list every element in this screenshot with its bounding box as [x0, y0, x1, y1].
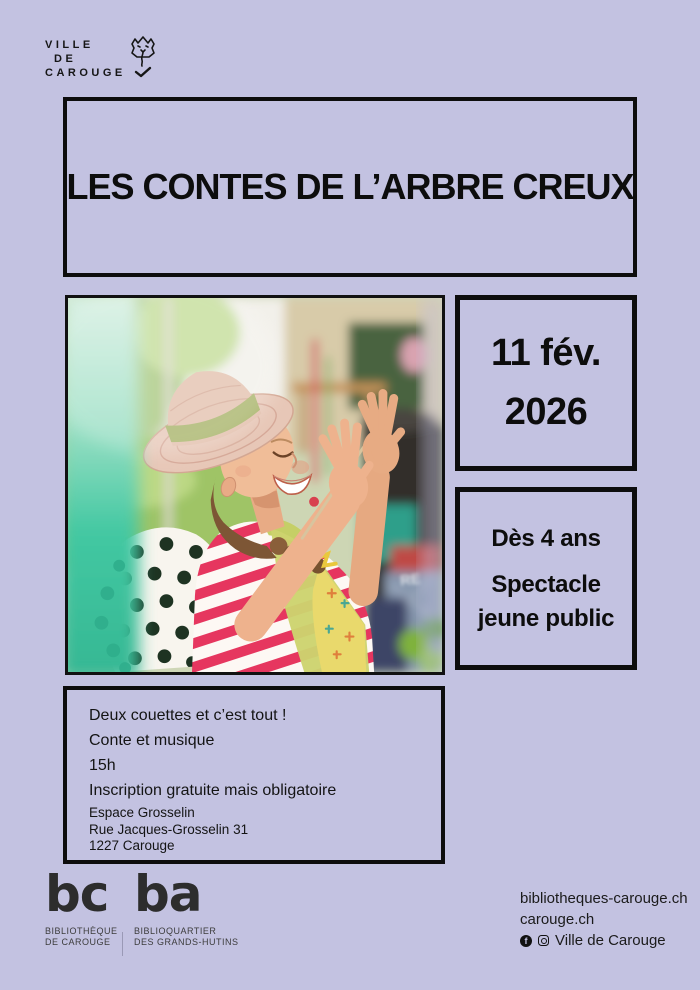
- ba-caption: BIBLIOQUARTIER DES GRANDS-HUTINS: [134, 926, 239, 947]
- contact-block: [520, 888, 688, 951]
- instagram-icon[interactable]: [538, 935, 549, 946]
- ville-de-carouge-logo: [45, 38, 175, 80]
- bc-caption: BIBLIOTHÈQUE DE CAROUGE: [45, 926, 118, 947]
- show-type-line1: Spectacle: [491, 570, 601, 598]
- ba-logo: ba: [134, 865, 202, 923]
- event-photo-illustration: [68, 298, 442, 672]
- title-box: [63, 97, 637, 277]
- website-libraries[interactable]: bibliotheques-carouge.ch: [520, 890, 688, 907]
- date-box: [455, 295, 637, 471]
- photo-blurred-label: RE: [399, 571, 422, 590]
- bc-logo-block: [45, 865, 118, 948]
- age-recommendation: Dès 4 ans: [491, 524, 601, 552]
- city-logo-line1: VILLE: [45, 39, 94, 51]
- details-box: [63, 686, 445, 864]
- show-genre: Conte et musique: [89, 732, 215, 749]
- city-logo-line2: DE: [54, 53, 77, 65]
- show-time: 15h: [89, 757, 116, 774]
- event-title: LES CONTES DE L’ARBRE CREUX: [66, 166, 634, 207]
- city-logo-line3: CAROUGE: [45, 67, 126, 79]
- social-account-label: Ville de Carouge: [555, 932, 666, 949]
- venue-name: Espace Grosselin: [89, 805, 195, 820]
- logo-divider: [122, 932, 123, 956]
- red-pendant: [309, 497, 319, 507]
- event-photo: [65, 295, 445, 675]
- event-date: 11 fév.: [491, 332, 601, 374]
- library-logos: [45, 865, 239, 956]
- registration-note: Inscription gratuite mais obligatoire: [89, 782, 337, 799]
- ba-logo-block: [134, 865, 239, 948]
- bc-logo: bc: [45, 865, 109, 923]
- show-title: Deux couettes et c’est tout !: [89, 707, 287, 724]
- venue-city: 1227 Carouge: [89, 838, 175, 853]
- social-row: [520, 930, 688, 951]
- website-city[interactable]: carouge.ch: [520, 911, 595, 928]
- show-type-line2: jeune public: [477, 604, 615, 632]
- carouge-lion-icon: [125, 34, 161, 78]
- venue-street: Rue Jacques-Grosselin 31: [89, 821, 249, 837]
- audience-box: [455, 487, 637, 670]
- facebook-icon[interactable]: f: [520, 935, 532, 947]
- event-year: 2026: [504, 391, 588, 433]
- right-haze: [422, 298, 442, 672]
